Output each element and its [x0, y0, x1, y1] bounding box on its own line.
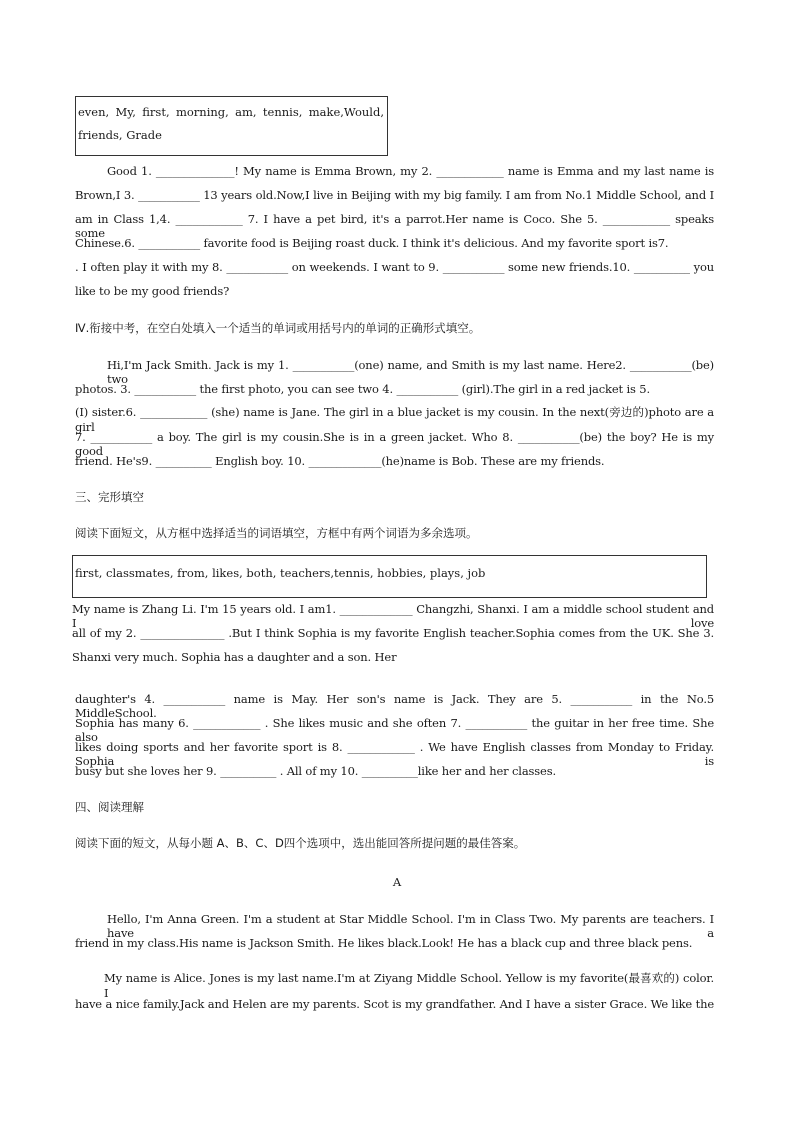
- passage-line: busy but she loves her 9. __________ . All of my 10. __________like her and her classes.: [75, 764, 556, 778]
- passage-line: . I often play it with my 8. ___________ on weekends. I want to 9. ___________ some new friends.10. __________ you: [75, 260, 714, 274]
- passage-line: am in Class 1,4. ____________ 7. I have a pet bird, it's a parrot.Her name is Coco. She 5. ____________ speaks some: [75, 212, 714, 240]
- passage-line: Chinese.6. ___________ favorite food is Beijing roast duck. I think it's delicious. And my favorite sport is7.: [75, 236, 669, 250]
- passage-line: Shanxi very much. Sophia has a daughter and a son. Her: [72, 650, 397, 664]
- passage-line: Brown,I 3. ___________ 13 years old.Now,I live in Beijing with my big family. I am from No.1 Middle School, and I: [75, 188, 714, 202]
- passage-line: photos. 3. ___________ the first photo, you can see two 4. ___________ (girl).The girl in a red jacket is 5.: [75, 382, 650, 396]
- word-box-1: [75, 96, 388, 156]
- passage-line: 7. ___________ a boy. The girl is my cousin.She is in a green jacket. Who 8. ___________(be) the boy? He is my good: [75, 430, 714, 458]
- passage-line: daughter's 4. ___________ name is May. Her son's name is Jack. They are 5. ___________ in the No.5 MiddleSchool.: [75, 692, 714, 720]
- passage-line: Sophia has many 6. ____________ . She likes music and she often 7. ___________ the guitar in her free time. She also: [75, 716, 714, 744]
- passage-line: Good 1. ______________! My name is Emma Brown, my 2. ____________ name is Emma and my last name is: [107, 164, 714, 178]
- section-heading: 三、完形填空: [75, 490, 144, 504]
- passage-line: friend. He's9. __________ English boy. 10. _____________(he)name is Bob. These are my friends.: [75, 454, 605, 468]
- section-instruction: 阅读下面短文，从方框中选择适当的词语填空，方框中有两个词语为多余选项。: [75, 526, 478, 540]
- passage-line: Hi,I'm Jack Smith. Jack is my 1. ___________(one) name, and Smith is my last name. Here2. ___________(be) two: [107, 358, 714, 386]
- section-instruction: 阅读下面的短文，从每小题 A、B、C、D四个选项中，选出能回答所提问题的最佳答案。: [75, 836, 526, 850]
- word-box-2-text: first, classmates, from, likes, both, teachers,tennis, hobbies, plays, job: [75, 566, 486, 580]
- passage-line: Hello, I'm Anna Green. I'm a student at Star Middle School. I'm in Class Two. My parents are teachers. I have a: [107, 912, 714, 940]
- passage-label: A: [392, 875, 402, 889]
- passage-line: have a nice family.Jack and Helen are my parents. Scot is my grandfather. And I have a sister Grace. We like the: [75, 997, 714, 1011]
- passage-line: (I) sister.6. ____________ (she) name is Jane. The girl in a blue jacket is my cousin. In the next(旁边的)photo are a girl: [75, 405, 714, 434]
- passage-line: My name is Alice. Jones is my last name.I'm at Ziyang Middle School. Yellow is my favorite(最喜欢的) color. I: [104, 971, 714, 1000]
- passage-line: likes doing sports and her favorite sport is 8. ____________ . We have English classes from Monday to Friday. Sophia is: [75, 740, 714, 768]
- passage-line: like to be my good friends?: [75, 284, 230, 298]
- passage-line: friend in my class.His name is Jackson Smith. He likes black.Look! He has a black cup and three black pens.: [75, 936, 693, 950]
- word-box-2: [72, 555, 707, 598]
- passage-line: My name is Zhang Li. I'm 15 years old. I am1. _____________ Changzhi, Shanxi. I am a middle school student and I love: [72, 602, 714, 630]
- passage-line: all of my 2. _______________ .But I think Sophia is my favorite English teacher.Sophia comes from the UK. She 3.: [72, 626, 714, 640]
- word-box-1-line: even, My, first, morning, am, tennis, make,Would,: [78, 105, 384, 119]
- section-heading: Ⅳ.衔接中考，在空白处填入一个适当的单词或用括号内的单词的正确形式填空。: [75, 321, 481, 335]
- section-heading: 四、阅读理解: [75, 800, 144, 814]
- word-box-1-line: friends, Grade: [78, 128, 162, 142]
